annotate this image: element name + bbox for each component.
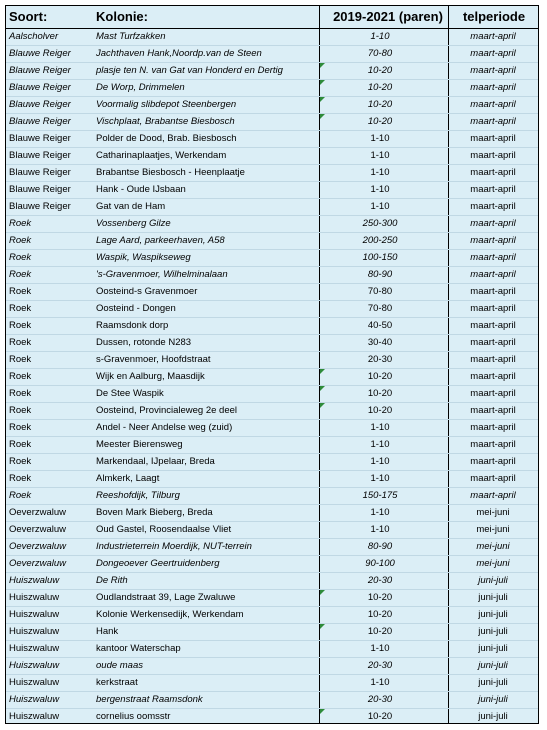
table-row[interactable]	[6, 674, 538, 691]
cell-kolonie: Dongeoever Geertruidenberg	[96, 558, 220, 569]
cell-telperiode: maart-april	[470, 456, 516, 467]
spreadsheet-table	[5, 5, 539, 724]
cell-soort: Oeverzwaluw	[9, 541, 67, 552]
cell-telperiode: maart-april	[470, 422, 516, 433]
table-row[interactable]	[6, 385, 538, 402]
cell-kolonie: Oud Gastel, Roosendaalse Vliet	[96, 524, 232, 535]
cell-paren: 10-20	[367, 405, 393, 416]
table-row[interactable]	[6, 147, 538, 164]
cell-kolonie: Boven Mark Bieberg, Breda	[96, 507, 213, 518]
cell-telperiode: maart-april	[470, 337, 516, 348]
cell-soort: Roek	[9, 269, 32, 280]
cell-paren: 200-250	[362, 235, 398, 246]
cell-soort: Oeverzwaluw	[9, 507, 67, 518]
cell-soort: Blauwe Reiger	[9, 48, 71, 59]
cell-kolonie: Waspik, Waspikseweg	[96, 252, 191, 263]
cell-soort: Blauwe Reiger	[9, 82, 71, 93]
cell-kolonie: Oosteind - Dongen	[96, 303, 176, 314]
comment-indicator-icon[interactable]	[320, 114, 325, 119]
cell-kolonie: Hank	[96, 626, 119, 637]
comment-indicator-icon[interactable]	[320, 590, 325, 595]
cell-soort: Blauwe Reiger	[9, 133, 71, 144]
cell-kolonie: Polder de Dood, Brab. Biesbosch	[96, 133, 237, 144]
cell-telperiode: maart-april	[470, 65, 516, 76]
cell-telperiode: juni-juli	[478, 660, 508, 671]
cell-soort: Roek	[9, 456, 32, 467]
cell-paren: 70-80	[367, 48, 393, 59]
cell-soort: Blauwe Reiger	[9, 65, 71, 76]
table-row[interactable]	[6, 62, 538, 79]
cell-soort: Roek	[9, 422, 32, 433]
cell-kolonie: Dussen, rotonde N283	[96, 337, 192, 348]
table-row[interactable]	[6, 521, 538, 538]
table-row[interactable]	[6, 232, 538, 249]
cell-soort: Roek	[9, 490, 32, 501]
cell-kolonie: Wijk en Aalburg, Maasdijk	[96, 371, 205, 382]
cell-kolonie: s-Gravenmoer, Hoofdstraat	[96, 354, 211, 365]
table-row[interactable]	[6, 351, 538, 368]
cell-kolonie: Brabantse Biesbosch - Heenplaatje	[96, 167, 245, 178]
cell-kolonie: Andel - Neer Andelse weg (zuid)	[96, 422, 233, 433]
cell-paren: 1-10	[370, 201, 390, 212]
cell-telperiode: maart-april	[470, 184, 516, 195]
table-row[interactable]	[6, 198, 538, 215]
cell-soort: Roek	[9, 218, 32, 229]
cell-telperiode: juni-juli	[478, 592, 508, 603]
cell-soort: Roek	[9, 235, 32, 246]
table-row[interactable]	[6, 215, 538, 232]
cell-kolonie: Hank - Oude IJsbaan	[96, 184, 186, 195]
cell-paren: 250-300	[362, 218, 398, 229]
cell-telperiode: maart-april	[470, 167, 516, 178]
cell-soort: Huiszwaluw	[9, 711, 60, 722]
table-row[interactable]	[6, 470, 538, 487]
cell-paren: 1-10	[370, 439, 390, 450]
cell-paren: 1-10	[370, 473, 390, 484]
cell-kolonie: Markendaal, IJpelaar, Breda	[96, 456, 215, 467]
cell-kolonie: Catharinaplaatjes, Werkendam	[96, 150, 227, 161]
cell-telperiode: maart-april	[470, 320, 516, 331]
cell-paren: 10-20	[367, 609, 393, 620]
cell-telperiode: maart-april	[470, 388, 516, 399]
cell-paren: 1-10	[370, 677, 390, 688]
cell-telperiode: juni-juli	[478, 694, 508, 705]
comment-indicator-icon[interactable]	[320, 386, 325, 391]
table-row[interactable]	[6, 572, 538, 589]
cell-telperiode: maart-april	[470, 201, 516, 212]
cell-telperiode: maart-april	[470, 439, 516, 450]
table-row[interactable]	[6, 96, 538, 113]
table-row[interactable]	[6, 113, 538, 130]
cell-telperiode: juni-juli	[478, 643, 508, 654]
cell-telperiode: maart-april	[470, 354, 516, 365]
cell-telperiode: maart-april	[470, 371, 516, 382]
cell-telperiode: maart-april	[470, 133, 516, 144]
cell-paren: 10-20	[367, 371, 393, 382]
cell-kolonie: De Rith	[96, 575, 128, 586]
cell-telperiode: mei-juni	[476, 524, 510, 535]
cell-soort: Roek	[9, 473, 32, 484]
cell-telperiode: juni-juli	[478, 626, 508, 637]
cell-soort: Huiszwaluw	[9, 609, 60, 620]
cell-telperiode: maart-april	[470, 490, 516, 501]
comment-indicator-icon[interactable]	[320, 80, 325, 85]
comment-indicator-icon[interactable]	[320, 403, 325, 408]
table-row[interactable]	[6, 623, 538, 640]
cell-paren: 10-20	[367, 99, 393, 110]
cell-soort: Huiszwaluw	[9, 592, 60, 603]
table-row[interactable]	[6, 334, 538, 351]
table-row[interactable]	[6, 487, 538, 504]
cell-paren: 20-30	[367, 660, 393, 671]
cell-soort: Roek	[9, 439, 32, 450]
table-body	[6, 28, 538, 725]
header-row	[6, 6, 538, 28]
cell-telperiode: mei-juni	[476, 558, 510, 569]
cell-soort: Roek	[9, 320, 32, 331]
header-telperiode: telperiode	[462, 9, 526, 24]
cell-paren: 10-20	[367, 626, 393, 637]
cell-soort: Blauwe Reiger	[9, 99, 71, 110]
cell-soort: Aalscholver	[9, 31, 59, 42]
cell-soort: Huiszwaluw	[9, 575, 60, 586]
cell-soort: Blauwe Reiger	[9, 184, 71, 195]
cell-kolonie: kerkstraat	[96, 677, 138, 688]
cell-soort: Roek	[9, 303, 32, 314]
table-row[interactable]	[6, 538, 538, 555]
cell-kolonie: Lage Aard, parkeerhaven, A58	[96, 235, 225, 246]
table-row[interactable]	[6, 317, 538, 334]
cell-soort: Roek	[9, 371, 32, 382]
cell-soort: Roek	[9, 405, 32, 416]
cell-kolonie: Vischplaat, Brabantse Biesbosch	[96, 116, 235, 127]
cell-paren: 10-20	[367, 711, 393, 722]
cell-paren: 150-175	[362, 490, 398, 501]
cell-paren: 1-10	[370, 524, 390, 535]
cell-paren: 70-80	[367, 303, 393, 314]
cell-kolonie: Oudlandstraat 39, Lage Zwaluwe	[96, 592, 236, 603]
cell-paren: 1-10	[370, 167, 390, 178]
cell-paren: 1-10	[370, 643, 390, 654]
cell-paren: 1-10	[370, 422, 390, 433]
cell-telperiode: juni-juli	[478, 609, 508, 620]
cell-telperiode: maart-april	[470, 82, 516, 93]
cell-paren: 70-80	[367, 286, 393, 297]
cell-kolonie: Kolonie Werkensedijk, Werkendam	[96, 609, 244, 620]
table-row[interactable]	[6, 453, 538, 470]
cell-telperiode: maart-april	[470, 473, 516, 484]
cell-soort: Oeverzwaluw	[9, 558, 67, 569]
cell-kolonie: Vossenberg Gilze	[96, 218, 171, 229]
cell-telperiode: maart-april	[470, 31, 516, 42]
cell-paren: 1-10	[370, 184, 390, 195]
cell-soort: Roek	[9, 286, 32, 297]
cell-paren: 1-10	[370, 456, 390, 467]
cell-soort: Roek	[9, 388, 32, 399]
cell-telperiode: maart-april	[470, 405, 516, 416]
cell-kolonie: De Worp, Drimmelen	[96, 82, 185, 93]
cell-kolonie: Raamsdonk dorp	[96, 320, 169, 331]
cell-paren: 1-10	[370, 507, 390, 518]
cell-kolonie: Reeshofdijk, Tilburg	[96, 490, 180, 501]
cell-soort: Blauwe Reiger	[9, 167, 71, 178]
cell-kolonie: Oosteind-s Gravenmoer	[96, 286, 198, 297]
cell-telperiode: maart-april	[470, 252, 516, 263]
cell-paren: 80-90	[367, 269, 393, 280]
cell-telperiode: maart-april	[470, 286, 516, 297]
cell-paren: 40-50	[367, 320, 393, 331]
cell-telperiode: juni-juli	[478, 711, 508, 722]
cell-soort: Blauwe Reiger	[9, 150, 71, 161]
cell-paren: 1-10	[370, 150, 390, 161]
table-row[interactable]	[6, 436, 538, 453]
cell-soort: Huiszwaluw	[9, 694, 60, 705]
cell-paren: 20-30	[367, 575, 393, 586]
cell-kolonie: bergenstraat Raamsdonk	[96, 694, 203, 705]
table-row[interactable]	[6, 691, 538, 708]
cell-telperiode: maart-april	[470, 48, 516, 59]
header-kolonie: Kolonie:	[96, 9, 148, 24]
cell-telperiode: maart-april	[470, 116, 516, 127]
cell-kolonie: plasje ten N. van Gat van Honderd en Dertig	[96, 65, 283, 76]
cell-kolonie: cornelius oomsstr	[96, 711, 171, 722]
table-row[interactable]	[6, 181, 538, 198]
cell-telperiode: maart-april	[470, 99, 516, 110]
cell-kolonie: Jachthaven Hank,Noordp.van de Steen	[96, 48, 262, 59]
cell-paren: 10-20	[367, 65, 393, 76]
comment-indicator-icon[interactable]	[320, 624, 325, 629]
cell-kolonie: kantoor Waterschap	[96, 643, 181, 654]
cell-kolonie: Voormalig slibdepot Steenbergen	[96, 99, 237, 110]
table-row[interactable]	[6, 164, 538, 181]
cell-soort: Huiszwaluw	[9, 626, 60, 637]
table-row[interactable]	[6, 283, 538, 300]
comment-indicator-icon[interactable]	[320, 97, 325, 102]
table-row[interactable]	[6, 657, 538, 674]
table-row[interactable]	[6, 79, 538, 96]
cell-kolonie: oude maas	[96, 660, 144, 671]
cell-kolonie: Meester Bierensweg	[96, 439, 183, 450]
cell-telperiode: maart-april	[470, 269, 516, 280]
cell-paren: 90-100	[365, 558, 395, 569]
cell-kolonie: De Stee Waspik	[96, 388, 164, 399]
cell-paren: 30-40	[367, 337, 393, 348]
cell-soort: Blauwe Reiger	[9, 201, 71, 212]
cell-telperiode: juni-juli	[478, 575, 508, 586]
table-row[interactable]	[6, 45, 538, 62]
table-row[interactable]	[6, 504, 538, 521]
cell-paren: 10-20	[367, 116, 393, 127]
cell-paren: 20-30	[367, 354, 393, 365]
comment-indicator-icon[interactable]	[320, 709, 325, 714]
cell-paren: 10-20	[367, 592, 393, 603]
table-row[interactable]	[6, 419, 538, 436]
cell-kolonie: Oosteind, Provincialeweg 2e deel	[96, 405, 238, 416]
cell-kolonie: Industrieterrein Moerdijk, NUT-terrein	[96, 541, 252, 552]
cell-telperiode: maart-april	[470, 235, 516, 246]
cell-soort: Roek	[9, 337, 32, 348]
cell-soort: Blauwe Reiger	[9, 116, 71, 127]
cell-paren: 10-20	[367, 82, 393, 93]
cell-paren: 80-90	[367, 541, 393, 552]
cell-telperiode: mei-juni	[476, 541, 510, 552]
cell-kolonie: Mast Turfzakken	[96, 31, 166, 42]
table-row[interactable]	[6, 606, 538, 623]
table-row[interactable]	[6, 266, 538, 283]
cell-paren: 100-150	[362, 252, 398, 263]
cell-paren: 20-30	[367, 694, 393, 705]
cell-soort: Roek	[9, 252, 32, 263]
table-row[interactable]	[6, 640, 538, 657]
header-soort: Soort:	[9, 9, 48, 24]
cell-soort: Oeverzwaluw	[9, 524, 67, 535]
cell-soort: Huiszwaluw	[9, 677, 60, 688]
cell-telperiode: juni-juli	[478, 677, 508, 688]
cell-paren: 10-20	[367, 388, 393, 399]
cell-telperiode: maart-april	[470, 303, 516, 314]
table-row[interactable]	[6, 130, 538, 147]
comment-indicator-icon[interactable]	[320, 369, 325, 374]
cell-telperiode: maart-april	[470, 218, 516, 229]
table-row[interactable]	[6, 708, 538, 725]
cell-paren: 1-10	[370, 31, 390, 42]
cell-telperiode: mei-juni	[476, 507, 510, 518]
table-row[interactable]	[6, 589, 538, 606]
cell-soort: Huiszwaluw	[9, 643, 60, 654]
table-row[interactable]	[6, 300, 538, 317]
table-row[interactable]	[6, 555, 538, 572]
table-row[interactable]	[6, 28, 538, 45]
table-row[interactable]	[6, 249, 538, 266]
cell-soort: Roek	[9, 354, 32, 365]
table-row[interactable]	[6, 402, 538, 419]
cell-telperiode: maart-april	[470, 150, 516, 161]
header-paren: 2019-2021 (paren)	[333, 9, 443, 24]
cell-kolonie: 's-Gravenmoer, Wilhelminalaan	[96, 269, 228, 280]
comment-indicator-icon[interactable]	[320, 63, 325, 68]
cell-kolonie: Gat van de Ham	[96, 201, 166, 212]
cell-kolonie: Almkerk, Laagt	[96, 473, 160, 484]
cell-soort: Huiszwaluw	[9, 660, 60, 671]
table-row[interactable]	[6, 368, 538, 385]
cell-paren: 1-10	[370, 133, 390, 144]
